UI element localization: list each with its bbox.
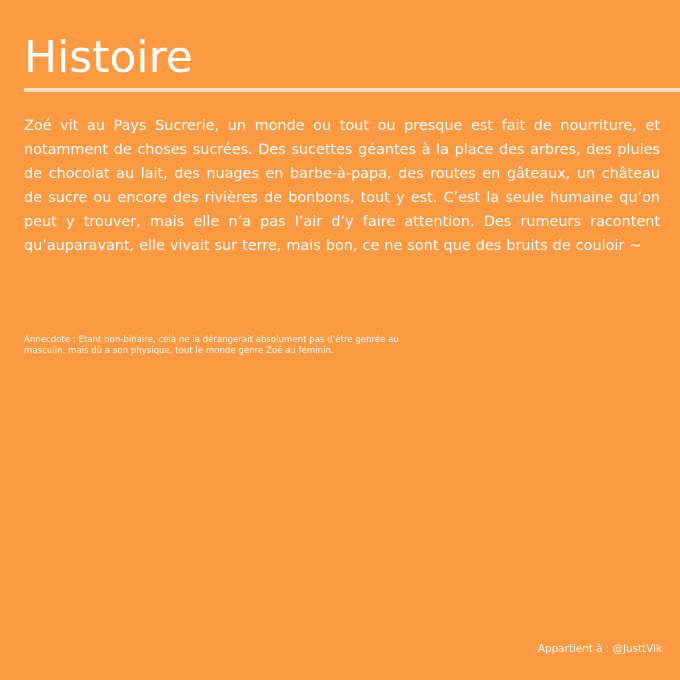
title-divider (24, 88, 680, 92)
anecdote-note: Annecdote : Etant non-binaire, celà ne la dérangerait absolument pas d’être genrée au masculin, mais dû a son physique, tout le monde genre Zoé au féminin. (24, 335, 399, 356)
page-title: Histoire (24, 32, 193, 83)
owner-credit: Appartient à : @JusttVik (537, 643, 662, 655)
story-paragraph: Zoé vit au Pays Sucrerie, un monde ou tout ou presque est fait de nourriture, et notamment de choses sucrées. Des sucettes géantes à la place des arbres, des pluies de chocolat au lait, des nuages en barbe-à-papa, des routes en gâteaux, un château de sucre ou encore des rivières de bonbons, tout y est. C’est la seule humaine qu’on peut y trouver, mais elle n’a pas l’air d’y faire attention. Des rumeurs racontent qu’auparavant, elle vivait sur terre, mais bon, ce ne sont que des bruits de couloir ~ (24, 118, 660, 254)
